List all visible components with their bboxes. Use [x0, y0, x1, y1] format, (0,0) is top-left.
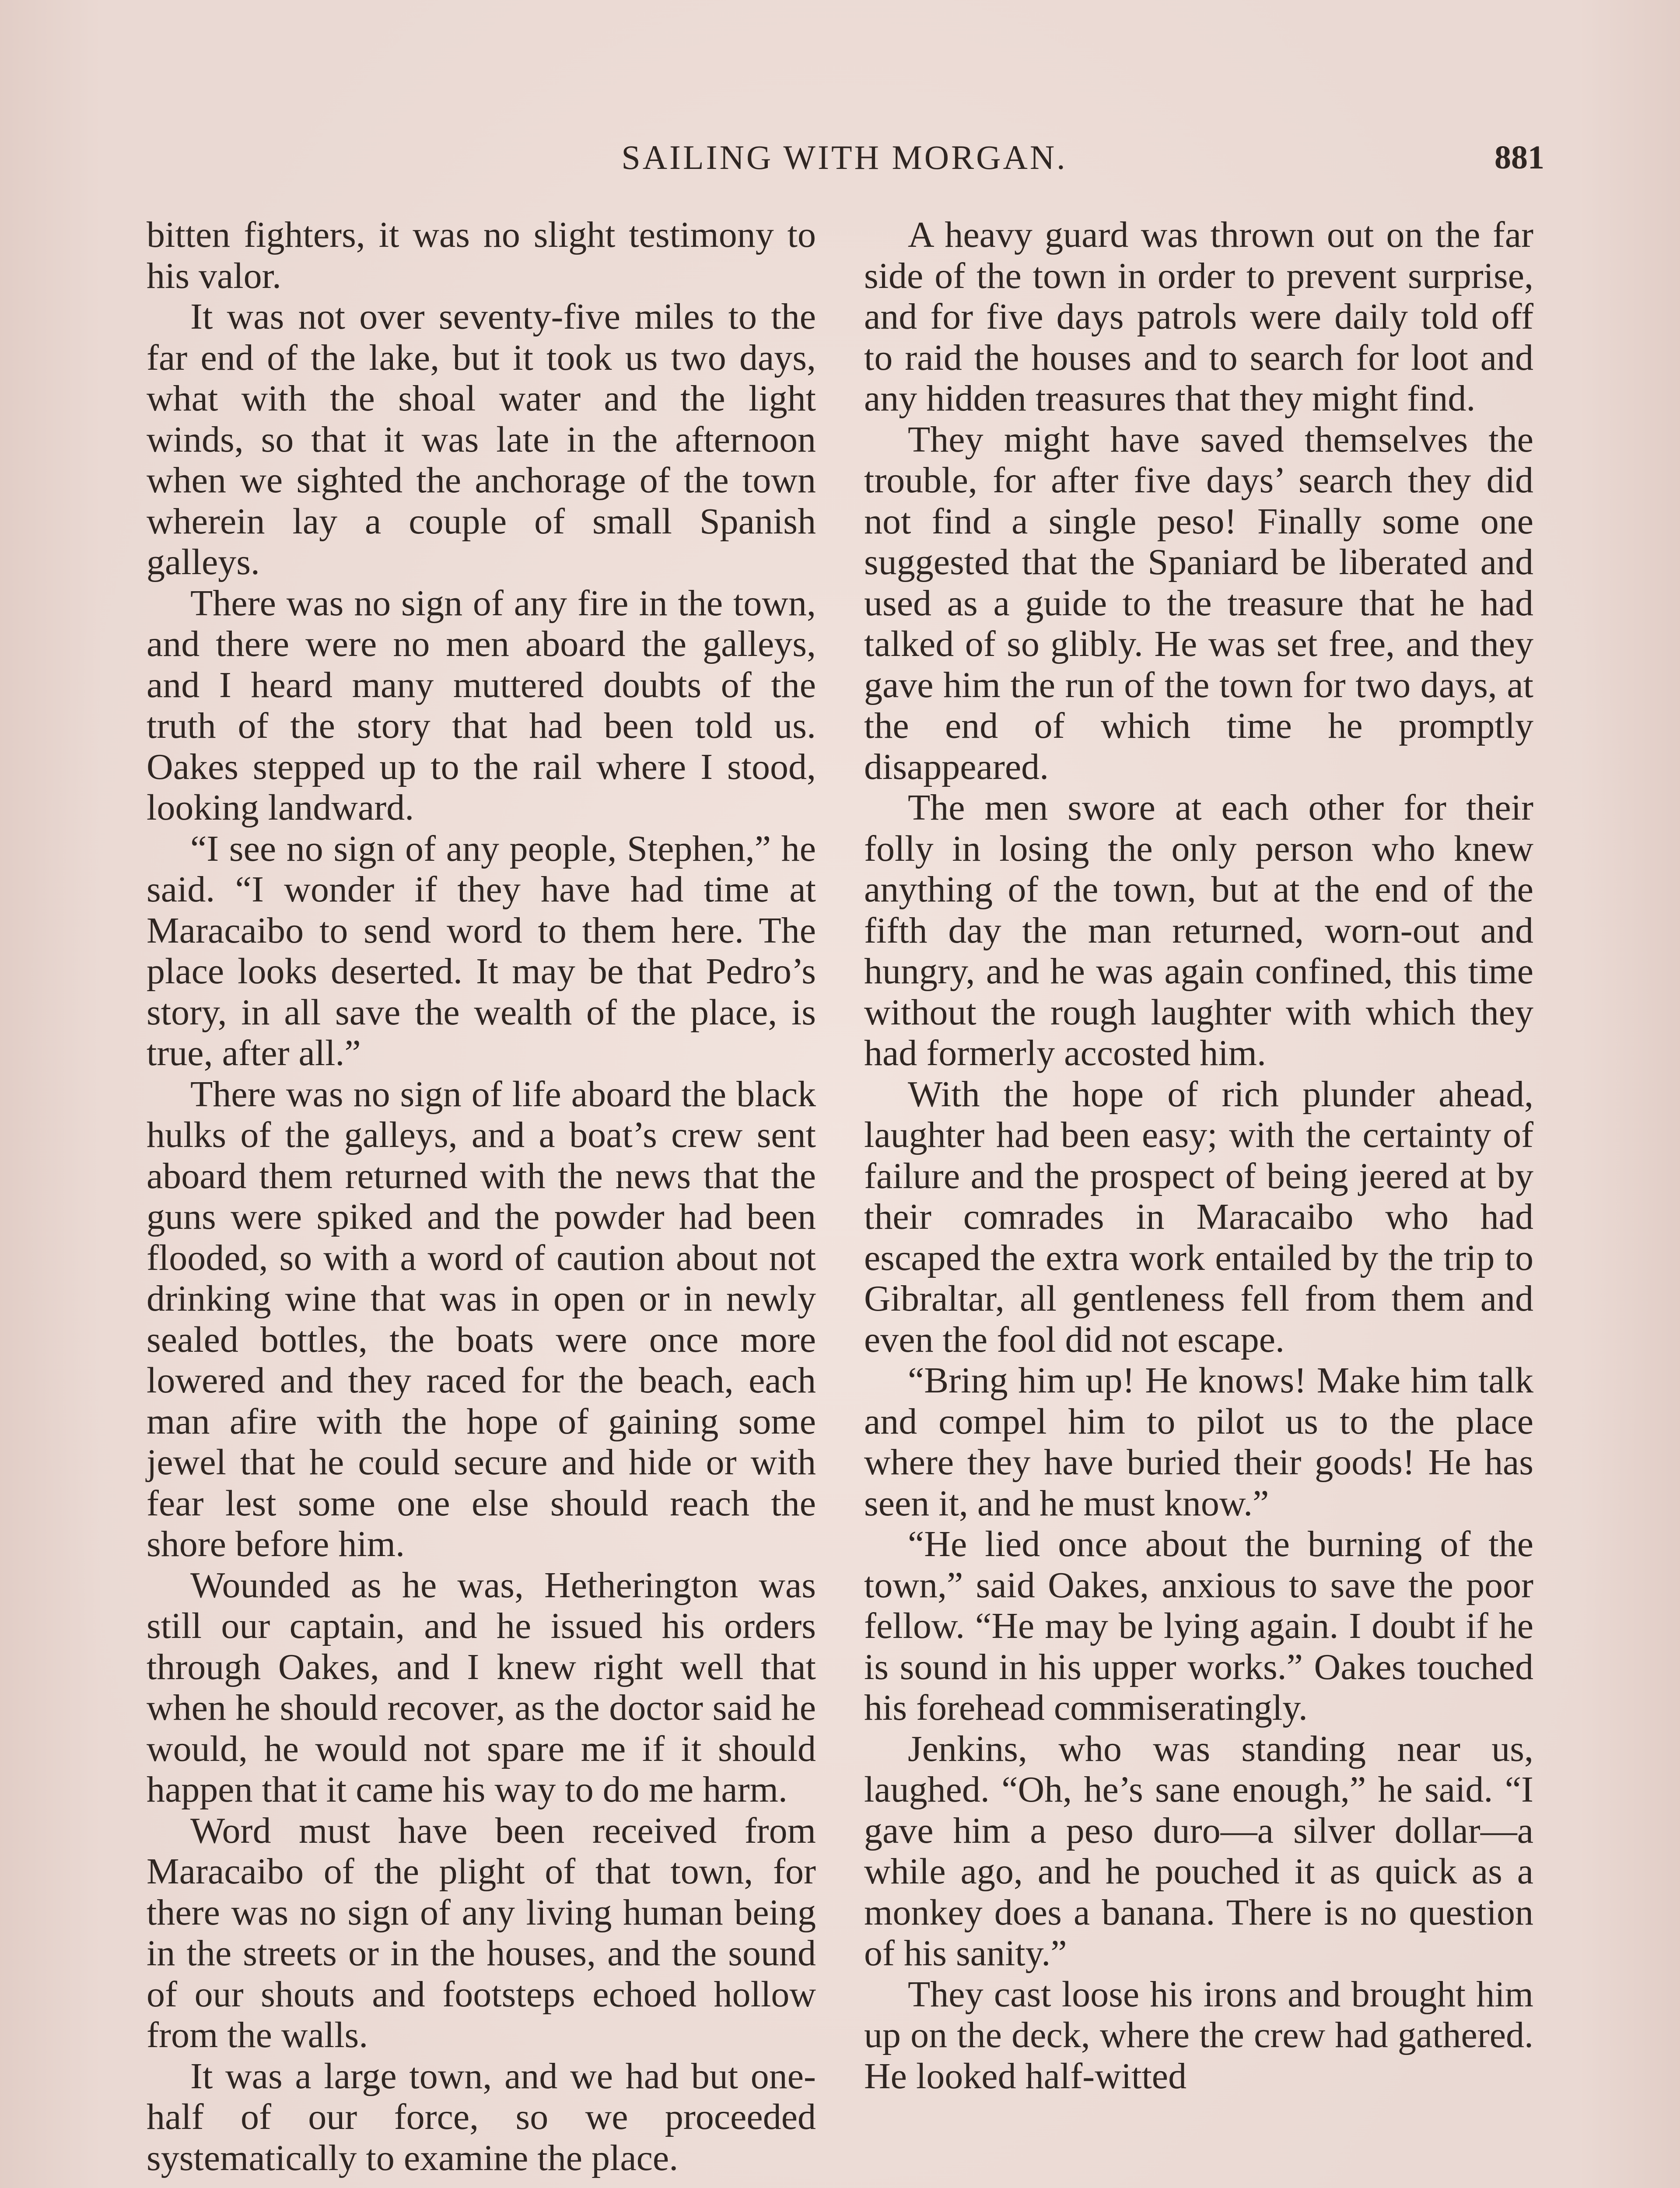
left-column — [147, 214, 816, 2178]
paragraph: “He lied once about the burning of the town,” said Oakes, anxious to save the poor fellow. “He may be lying again. I doubt if he is sound in his upper works.” Oakes touched his forehead commiseratingly. — [864, 1524, 1533, 1728]
paragraph: Jenkins, who was standing near us, laughed. “Oh, he’s sane enough,” he said. “I gave him a peso duro—a silver dollar—a while ago, and he pouched it as quick as a monkey does a banana. There is no question of his sanity.” — [864, 1728, 1533, 1974]
paragraph: bitten fighters, it was no slight testimony to his valor. — [147, 214, 816, 296]
paragraph: Wounded as he was, Hetherington was still our captain, and he issued his orders through Oakes, and I knew right well that when he should recover, as the doctor said he would, he would not spare me if it should happen that it came his way to do me harm. — [147, 1564, 816, 1810]
paragraph: “Bring him up! He knows! Make him talk and compel him to pilot us to the place where they have buried their goods! He has seen it, and he must know.” — [864, 1360, 1533, 1524]
right-column — [864, 214, 1533, 2097]
paragraph: “I see no sign of any people, Stephen,” he said. “I wonder if they have had time at Maracaibo to send word to them here. The place looks deserted. It may be that Pedro’s story, in all save the wealth of the place, is true, after all.” — [147, 828, 816, 1073]
paragraph: The men swore at each other for their folly in losing the only person who knew anything of the town, but at the end of the fifth day the man returned, worn-out and hungry, and he was again confined, this time without the rough laughter with which they had formerly accosted him. — [864, 787, 1533, 1073]
paragraph: Word must have been received from Maracaibo of the plight of that town, for there was no sign of any living human being in the streets or in the houses, and the sound of our shouts and footsteps echoed hollow from the walls. — [147, 1810, 816, 2055]
running-head — [144, 131, 1544, 184]
paragraph: With the hope of rich plunder ahead, laughter had been easy; with the certainty of failure and the prospect of being jeered at by their comrades in Maracaibo who had escaped the extra work entailed by the trip to Gibraltar, all gentleness fell from them and even the fool did not escape. — [864, 1073, 1533, 1360]
paragraph: They might have saved themselves the trouble, for after five days’ search they did not find a single peso! Finally some one suggested that the Spaniard be liberated and used as a guide to the treasure that he had talked of so glibly. He was set free, and they gave him the run of the town for two days, at the end of which time he promptly disappeared. — [864, 419, 1533, 787]
paragraph: They cast loose his irons and brought him up on the deck, where the crew had gathered. He looked half-witted — [864, 1974, 1533, 2097]
running-title: SAILING WITH MORGAN. — [621, 138, 1068, 176]
paragraph: There was no sign of life aboard the black hulks of the galleys, and a boat’s crew sent aboard them returned with the news that the guns were spiked and the powder had been flooded, so with a word of caution about not drinking wine that was in open or in newly sealed bottles, the boats were once more lowered and they raced for the beach, each man afire with the hope of gaining some jewel that he could secure and hide or with fear lest some one else should reach the shore before him. — [147, 1073, 816, 1564]
paragraph: A heavy guard was thrown out on the far side of the town in order to prevent surprise, and for five days patrols were daily told off to raid the houses and to search for loot and any hidden treasures that they might find. — [864, 214, 1533, 419]
page-number: 881 — [1494, 139, 1544, 176]
paragraph: There was no sign of any fire in the town, and there were no men aboard the galleys, and I heard many muttered doubts of the truth of the story that had been told us. Oakes stepped up to the rail where I stood, looking landward. — [147, 582, 816, 828]
paragraph: It was not over seventy-five miles to the far end of the lake, but it took us two days, what with the shoal water and the light winds, so that it was late in the afternoon when we sighted the anchorage of the town wherein lay a couple of small Spanish galleys. — [147, 296, 816, 582]
paragraph: It was a large town, and we had but one-half of our force, so we proceeded systematically to examine the place. — [147, 2055, 816, 2178]
